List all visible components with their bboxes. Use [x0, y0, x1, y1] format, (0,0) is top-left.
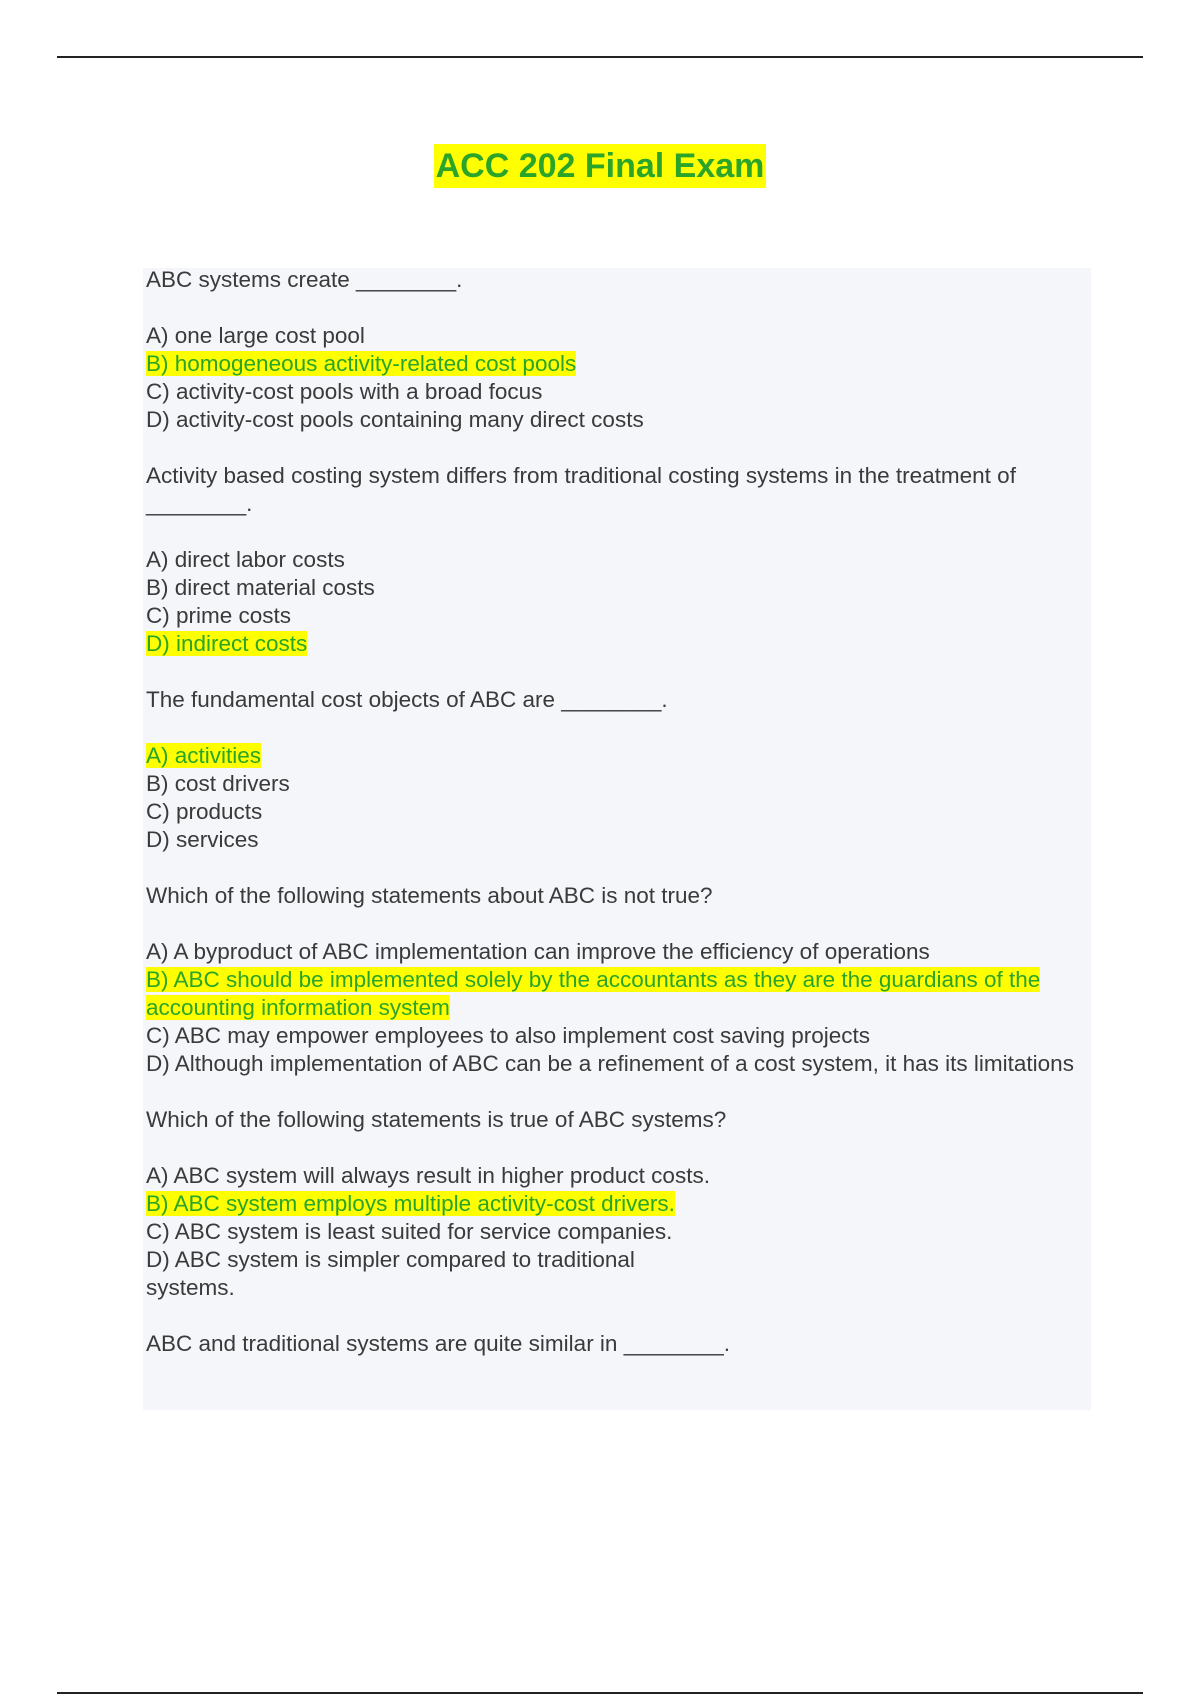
answer-option: [146, 826, 1086, 854]
question-block: [146, 882, 1086, 1078]
answer-option: [146, 602, 1086, 630]
answer-option: [146, 574, 1086, 602]
page-title: ACC 202 Final Exam: [434, 144, 767, 188]
question-block: [146, 1106, 1086, 1302]
answer-option: [146, 770, 1086, 798]
answer-option-text: A) ABC system will always result in higher product costs.: [146, 1163, 710, 1188]
title-container: [0, 144, 1200, 188]
question-prompt: Activity based costing system differs from traditional costing systems in the treatment of ________.: [146, 463, 1016, 516]
answer-option-correct: [146, 630, 1086, 658]
answer-option: [146, 798, 1086, 826]
answer-option-text: C) ABC may empower employees to also implement cost saving projects: [146, 1023, 871, 1048]
answer-option-text: C) products: [146, 799, 263, 824]
question-block: [146, 266, 1086, 434]
question-prompt: The fundamental cost objects of ABC are ________.: [146, 687, 668, 712]
question-prompt: Which of the following statements is true of ABC systems?: [146, 1107, 727, 1132]
answer-option: [146, 322, 1086, 350]
question-block: [146, 686, 1086, 854]
answer-option: [146, 546, 1086, 574]
answer-option: [146, 406, 1086, 434]
answer-option-text: C) prime costs: [146, 603, 292, 628]
answer-option-correct: [146, 1190, 1086, 1218]
answer-option: [146, 1218, 1086, 1246]
answer-option-text: B) homogeneous activity-related cost pools: [146, 351, 577, 376]
answer-option-text: D) activity-cost pools containing many direct costs: [146, 407, 644, 432]
question-block: [146, 462, 1086, 658]
answer-option-text: A) direct labor costs: [146, 547, 345, 572]
answer-option-text: D) ABC system is simpler compared to traditional systems.: [146, 1247, 635, 1300]
answer-option-correct: [146, 966, 1086, 1022]
answer-option-text: A) A byproduct of ABC implementation can improve the efficiency of operations: [146, 939, 930, 964]
answer-option: [146, 938, 1086, 966]
answer-option-text: B) cost drivers: [146, 771, 290, 796]
answer-option-text: B) direct material costs: [146, 575, 375, 600]
answer-option-correct: [146, 350, 1086, 378]
answer-option: [146, 1246, 1086, 1302]
answer-option-text: D) Although implementation of ABC can be a refinement of a cost system, it has its limitations: [146, 1051, 1074, 1076]
question-prompt: ABC and traditional systems are quite similar in ________.: [146, 1331, 731, 1356]
answer-option-text: B) ABC should be implemented solely by the accountants as they are the guardians of the accounting information system: [146, 967, 1041, 1020]
question-list: [146, 266, 1086, 1358]
answer-option-text: A) one large cost pool: [146, 323, 365, 348]
answer-option-text: C) ABC system is least suited for service companies.: [146, 1219, 673, 1244]
answer-option-text: B) ABC system employs multiple activity-cost drivers.: [146, 1191, 675, 1216]
answer-option-text: A) activities: [146, 743, 262, 768]
answer-option: [146, 1162, 1086, 1190]
bottom-rule: [57, 1692, 1143, 1694]
answer-option: [146, 1022, 1086, 1050]
answer-option-text: D) indirect costs: [146, 631, 308, 656]
answer-option: [146, 1050, 1086, 1078]
question-block: [146, 1330, 1086, 1358]
top-rule: [57, 56, 1143, 58]
question-prompt: Which of the following statements about ABC is not true?: [146, 883, 713, 908]
answer-option-text: D) services: [146, 827, 259, 852]
answer-option-text: C) activity-cost pools with a broad focus: [146, 379, 543, 404]
answer-option: [146, 378, 1086, 406]
answer-option-correct: [146, 742, 1086, 770]
question-prompt: ABC systems create ________.: [146, 267, 463, 292]
